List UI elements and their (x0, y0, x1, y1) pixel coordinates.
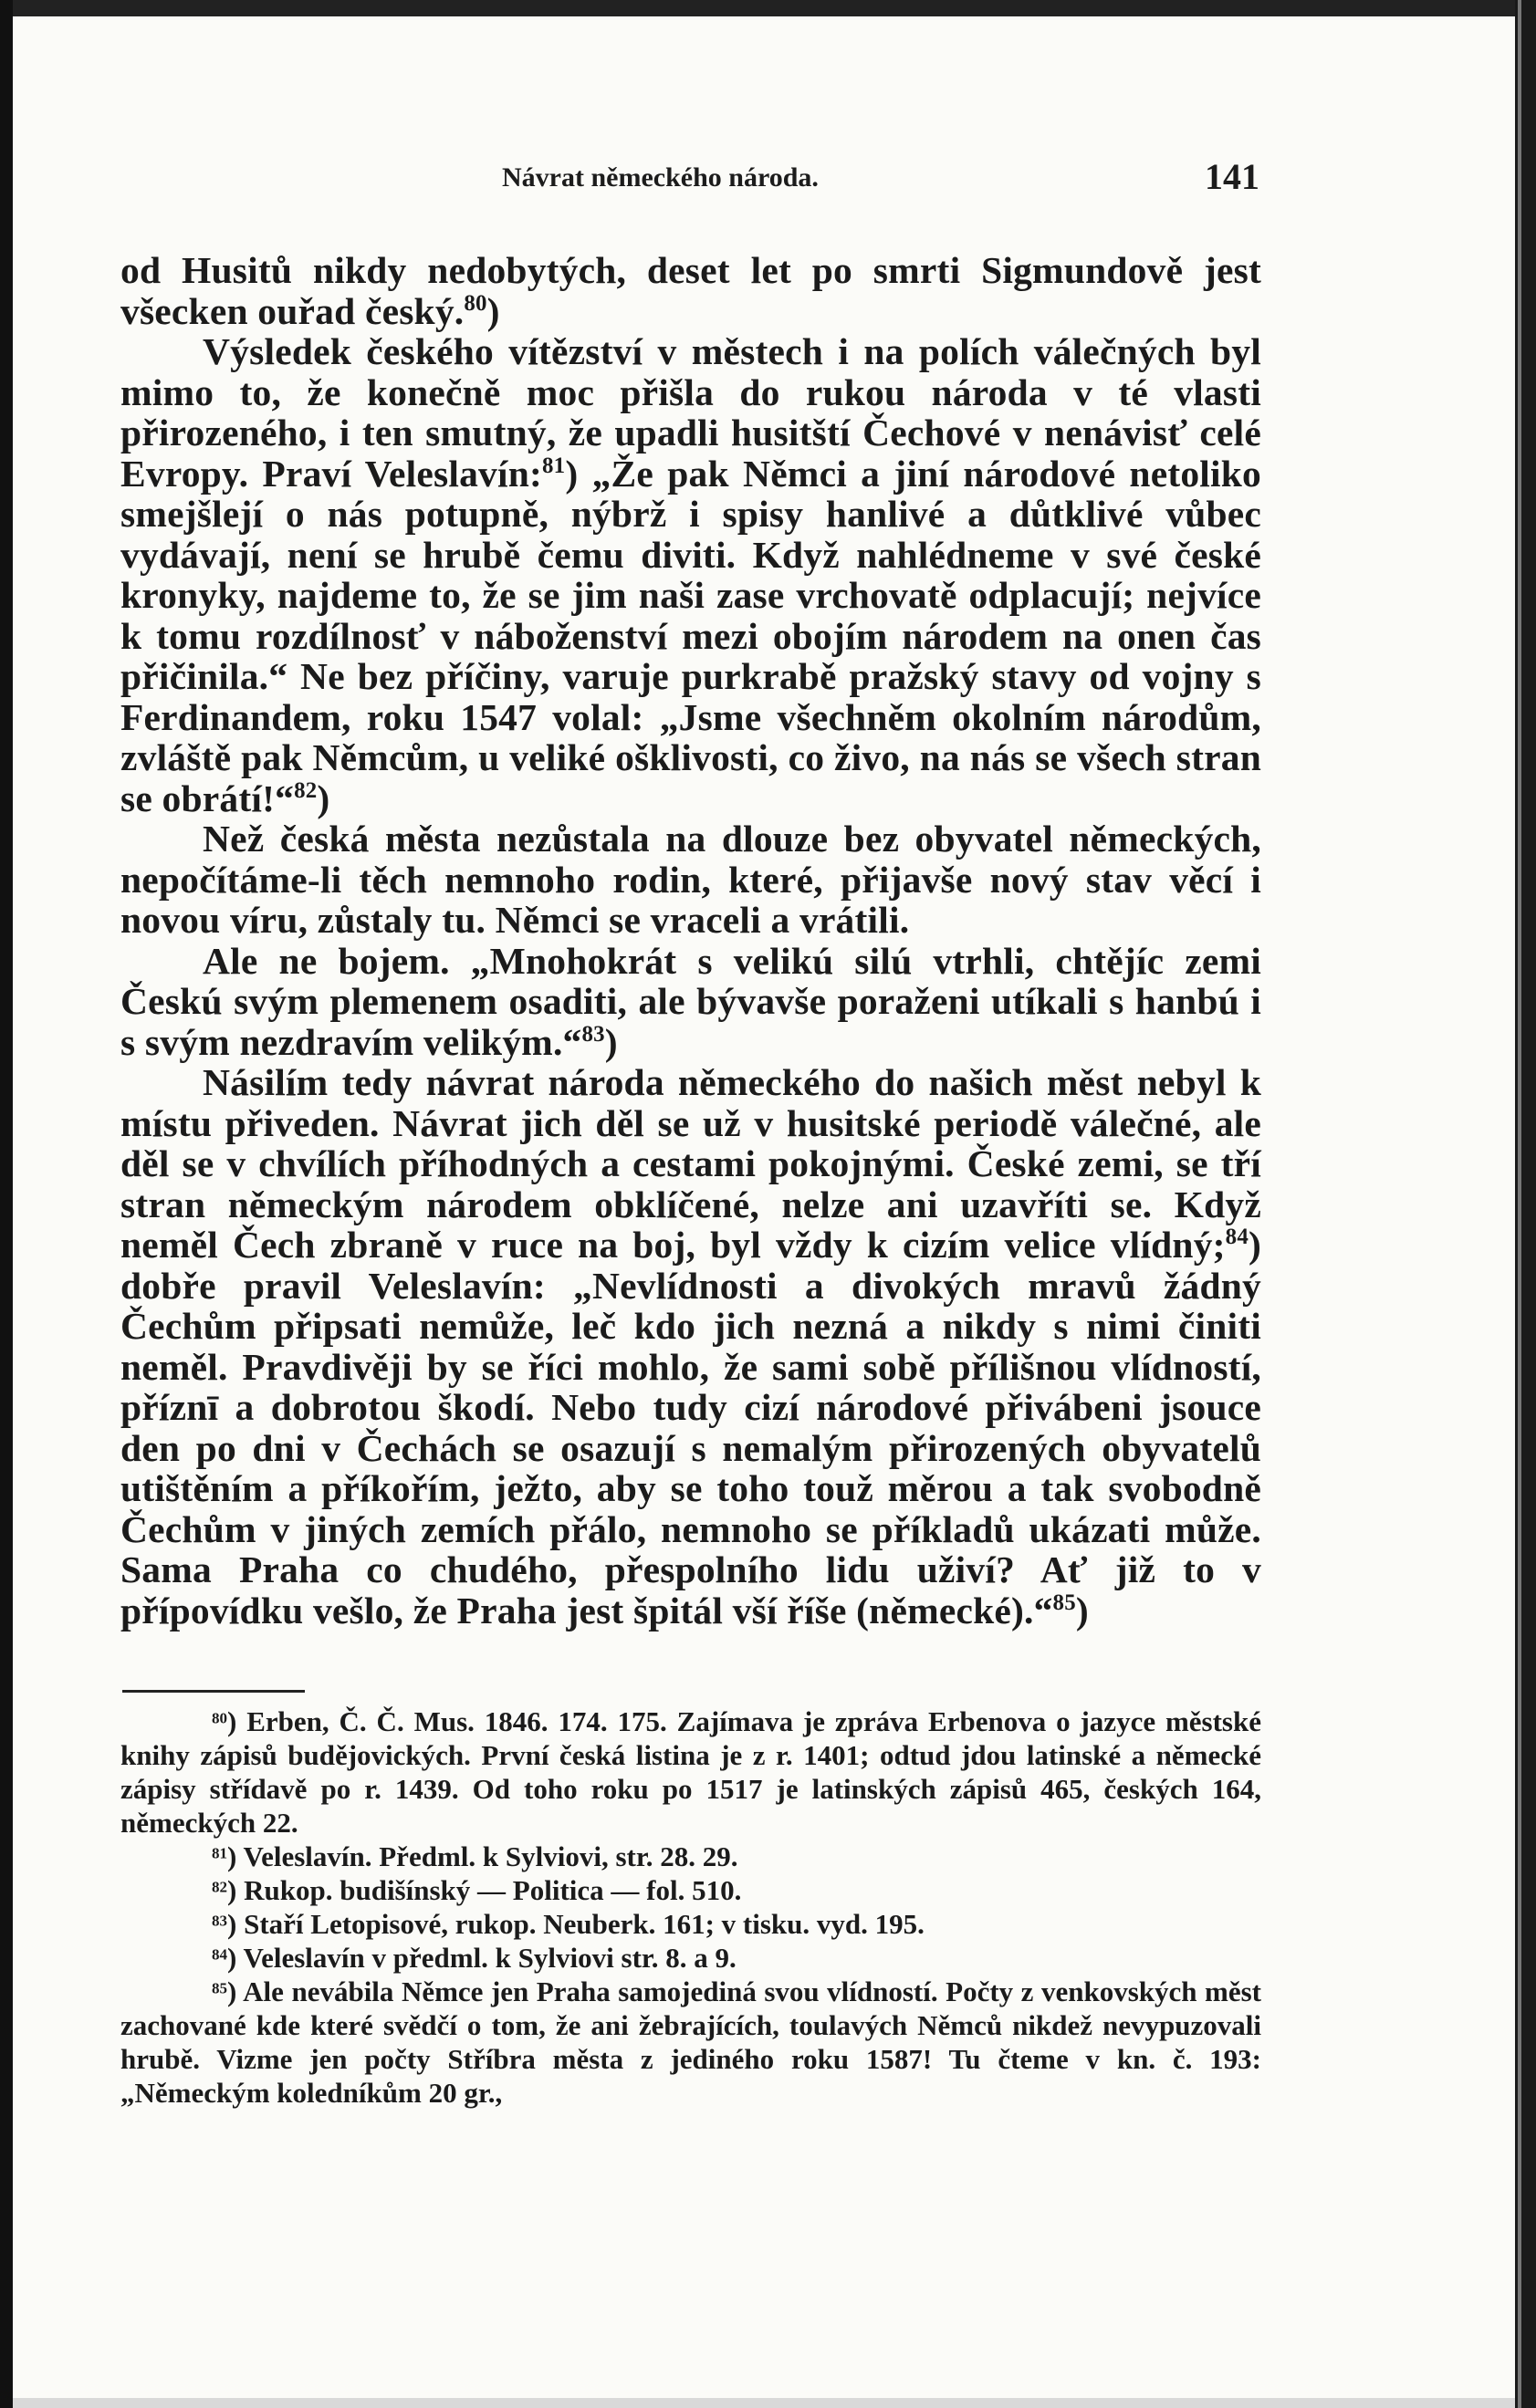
footnote-divider (122, 1690, 305, 1693)
footnote-number: 85 (212, 1979, 228, 1997)
footnote-83: $^{83}$) Staří Letopisové, rukop. Neuberk. 161; v tisku. vyd. 195. (212, 1908, 925, 1940)
footnote-number: 81 (212, 1844, 228, 1862)
paragraph-5-text: Násilím tedy návrat národa německého do našich měst nebyl k místu přiveden. Návrat jich děl se už v husitské periodě válečné, ale děl se v chvílích příhodných a cestami pokojnými. České zemi, se tří stran německým národem obklíčené, nelze ani uzavříti se. Když neměl Čech zbraně v ruce na boj, byl vždy k cizím velice vlídný; (120, 1061, 1261, 1266)
footnote-number: 84 (212, 1945, 228, 1964)
footnote-text: Rukop. budišínský — Politica — fol. 510. (244, 1874, 742, 1906)
footnote-81: $^{81}$) Veleslavín. Předml. k Sylviovi, str. 28. 29. (212, 1840, 738, 1872)
footnote-ref-80: 80 (464, 290, 487, 316)
footnote-ref-83: 83 (581, 1021, 605, 1047)
footnote-ref-82: 82 (294, 777, 318, 803)
scan-top-edge (0, 0, 1536, 16)
footnote-text: Veleslavín v předml. k Sylviovi str. 8. a 9. (243, 1942, 737, 1974)
footnote-ref-81: 81 (542, 453, 566, 478)
footnotes (120, 1704, 1261, 2110)
footnote-text: Veleslavín. Předml. k Sylviovi, str. 28. 29. (243, 1840, 738, 1872)
paragraph-1: od Husitů nikdy nedobytých, deset let po smrti Sigmundově jest všecken ouřad český.$^{80}$) (120, 249, 1261, 332)
footnote-text: Staří Letopisové, rukop. Neuberk. 161; v tisku. vyd. 195. (244, 1908, 925, 1940)
footnote-number: 82 (212, 1878, 228, 1896)
paragraph-5-quote: dobře pravil Veleslavín: „Nevlídnosti a divokých mravů žádný Čechům připsati nemůže, leč kdo jich nezná a nikdy s nimi činiti neměl. Pravdivěji by se říci mohlo, že sami sobě přílišnou vlídností, příznī a dobrotou škodí. Nebo tudy cizí národové přivábeni jsouce den po dni v Čechách se osazují s nemalým přirozených obyvatelů utištěním a příkořím, ježto, aby se toho touž měrou a tak svobodně Čechům v jiných zemích přálo, nemnoho se příkladů ukázati může. Sama Praha co chudého, přespolního lidu uživí? Ať již to v přípovídku vešlo, že Praha jest špitál vší říše (německé).“ (120, 1264, 1261, 1631)
paragraph-3-text: Než česká města nezůstala na dlouze bez obyvatel německých, nepočítáme-li těch nemnoho rodin, které, přijavše nový stav věcí i novou víru, zůstaly tu. Němci se vraceli a vrátili. (120, 818, 1261, 941)
footnote-number: 83 (212, 1912, 228, 1930)
scan-left-edge (0, 0, 13, 2408)
paragraph-3 (120, 818, 1261, 941)
page-number: 141 (1205, 156, 1259, 197)
paragraph-4: Ale ne bojem. „Mnohokrát s velikú silú vtrhli, chtějíc zemi Českú svým plemenem osaditi, ale bývavše poraženi utíkali s hanbú i s svým nezdravím velikým.“$^{83}$) (120, 939, 1261, 1063)
paragraph-2-text: Výsledek českého vítězství v městech i na polích válečných byl mimo to, že konečně moc přišla do rukou národa v té vlasti přirozeného, i ten smutný, že upadli husitští Čechové v nenávisť celé Evropy. Praví Veleslavín: (120, 330, 1261, 495)
footnote-number: 80 (212, 1709, 228, 1727)
footnote-text: Ale nevábila Němce jen Praha samojediná svou vlídností. Počty z venkovských měst zachované kde které svědčí o tom, že ani žebrajících, toulavých Němců nikdež nevypuzovali hrubě. Vizme jen počty Stříbra města z jediného roku 1587! Tu čteme v kn. č. 193: „Německým koledníkům 20 gr., (120, 1975, 1261, 2109)
paragraph-2: Výsledek českého vítězství v městech i na polích válečných byl mimo to, že konečně moc přišla do rukou národa v té vlasti přirozeného, i ten smutný, že upadli husitští Čechové v nenávisť celé Evropy. Praví Veleslavín:$^{81}$) „Že pak Němci a jiní národové netoliko smejšlejí o nás potupně, nýbrž i spisy hanlivé a důtklivé vůbec vydávají, není se hrubě čemu diviti. Když nahlédneme v své české kronyky, najdeme to, že se jim naši zase vrchovatě odplacují; nejvíce k tomu rozdílnosť v náboženství mezi obojím národem na onen čas přičinila.“ Ne bez příčiny, varuje purkrabě pražský stavy od vojny s Ferdinandem, roku 1547 volal: „Jsme všechněm okolním národům, zvláště pak Němcům, u veliké ošklivosti, co živo, na nás se všech stran se obrátí!“$^{82}$) (120, 330, 1261, 819)
footnote-82: $^{82}$) Rukop. budišínský — Politica — fol. 510. (212, 1874, 742, 1906)
footnote-text: Erben, Č. Č. Mus. 1846. 174. 175. Zajímava je zpráva Erbenova o jazyce městské knihy zápisů budějovických. První česká listina je z r. 1401; odtud jdou latinské a německé zápisy střídavě po r. 1439. Od toho roku po 1517 je latinských zápisů 465, českých 164, německých 22. (120, 1705, 1261, 1839)
page-header (119, 155, 1259, 210)
footnote-80: $^{80}$) Erben, Č. Č. Mus. 1846. 174. 175. Zajímava je zpráva Erbenova o jazyce městské knihy zápisů budějovických. První česká listina je z r. 1401; odtud jdou latinské a německé zápisy střídavě po r. 1439. Od toho roku po 1517 je latinských zápisů 465, českých 164, německých 22. (120, 1705, 1261, 1839)
paragraph-4-text: Ale ne bojem. „Mnohokrát s velikú silú vtrhli, chtějíc zemi Českú svým plemenem osaditi, ale bývavše poraženi utíkali s hanbú i s svým nezdravím velikým.“ (120, 939, 1261, 1063)
paragraph-1-text: od Husitů nikdy nedobytých, deset let po smrti Sigmundově jest všecken ouřad český. (120, 249, 1261, 332)
footnote-ref-85: 85 (1052, 1590, 1076, 1615)
paragraph-5: Násilím tedy návrat národa německého do našich měst nebyl k místu přiveden. Návrat jich děl se už v husitské periodě válečné, ale děl se v chvílích příhodných a cestami pokojnými. České zemi, se tří stran německým národem obklíčené, nelze ani uzavříti se. Když neměl Čech zbraně v ruce na boj, byl vždy k cizím velice vlídný;$^{84}$) dobře pravil Veleslavín: „Nevlídnosti a divokých mravů žádný Čechům připsati nemůže, leč kdo jich nezná a nikdy s nimi činiti neměl. Pravdivěji by se říci mohlo, že sami sobě přílišnou vlídností, příznī a dobrotou škodí. Nebo tudy cizí národové přivábeni jsouce den po dni v Čechách se osazují s nemalým přirozených obyvatelů utištěním a příkořím, ježto, aby se toho touž měrou a tak svobodně Čechům v jiných zemích přálo, nemnoho se příkladů ukázati může. Sama Praha co chudého, přespolního lidu uživí? Ať již to v přípovídku vešlo, že Praha jest špitál vší říše (německé).“$^{85}$) (120, 1061, 1261, 1631)
paragraph-2-quote: „Že pak Němci a jiní národové netoliko smejšlejí o nás potupně, nýbrž i spisy hanlivé a důtklivé vůbec vydávají, není se hrubě čemu diviti. Když nahlédneme v své české kronyky, najdeme to, že se jim naši zase vrchovatě odplacují; nejvíce k tomu rozdílnosť v náboženství mezi obojím národem na onen čas přičinila.“ Ne bez příčiny, varuje purkrabě pražský stavy od vojny s Ferdinandem, roku 1547 volal: „Jsme všechněm okolním národům, zvláště pak Němcům, u veliké ošklivosti, co živo, na nás se všech stran se obrátí!“ (120, 452, 1261, 819)
scan-right-edge (1515, 0, 1536, 2408)
footnote-84: $^{84}$) Veleslavín v předml. k Sylviovi str. 8. a 9. (212, 1942, 737, 1974)
main-text (120, 250, 1261, 1631)
footnote-85: $^{85}$) Ale nevábila Němce jen Praha samojediná svou vlídností. Počty z venkovských měst zachované kde které svědčí o tom, že ani žebrajících, toulavých Němců nikdež nevypuzovali hrubě. Vizme jen počty Stříbra města z jediného roku 1587! Tu čteme v kn. č. 193: „Německým koledníkům 20 gr., (120, 1975, 1261, 2109)
footnote-ref-84: 84 (1225, 1225, 1249, 1250)
running-head: Návrat německého národa. (502, 162, 819, 193)
